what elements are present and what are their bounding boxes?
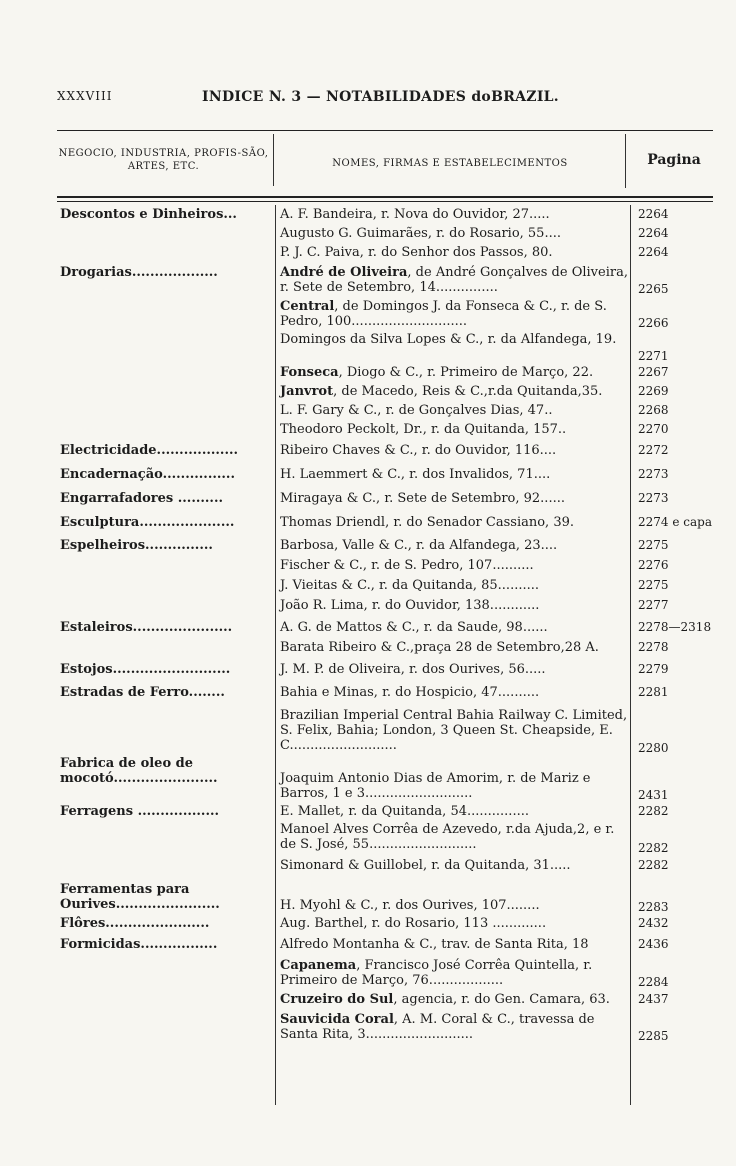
category-label: Formicidas................. bbox=[60, 937, 218, 952]
table-row bbox=[0, 916, 736, 937]
entry-name: H. Laemmert & C., r. dos Invalidos, 71.... bbox=[280, 467, 551, 482]
entry-name: Bahia e Minas, r. do Hospicio, 47.......... bbox=[280, 685, 540, 700]
page-ref: 2269 bbox=[638, 384, 669, 398]
page-ref: 2281 bbox=[638, 685, 669, 699]
table-row bbox=[0, 662, 736, 685]
table-row bbox=[0, 756, 736, 804]
header-rule bbox=[57, 196, 713, 198]
category-label: Drogarias................... bbox=[60, 265, 218, 280]
entry-name: Theodoro Peckolt, Dr., r. da Quitanda, 157.. bbox=[280, 422, 567, 437]
page-ref: 2280 bbox=[638, 741, 669, 755]
table-row bbox=[0, 226, 736, 245]
page-ref: 2285 bbox=[638, 1029, 669, 1043]
page-ref: 2267 bbox=[638, 365, 669, 379]
entry-name: Joaquim Antonio Dias de Amorim, r. de Mariz e Barros, 1 e 3.......................... bbox=[280, 771, 591, 801]
entry-name: Central, de Domingos J. da Fonseca & C., r. de S. Pedro, 100............................ bbox=[280, 299, 607, 329]
table-row bbox=[0, 299, 736, 332]
index-table bbox=[0, 207, 736, 1046]
table-row bbox=[0, 365, 736, 384]
table-row bbox=[0, 332, 736, 365]
entry-name: Domingos da Silva Lopes & C., r. da Alfandega, 19. bbox=[280, 332, 617, 347]
category-label: Espelheiros............... bbox=[60, 538, 213, 553]
page-ref: 2282 bbox=[638, 858, 669, 872]
page-ref: 2282 bbox=[638, 841, 669, 855]
page-ref: 2274 e capa bbox=[638, 515, 712, 529]
table-row bbox=[0, 422, 736, 443]
page-ref: 2279 bbox=[638, 662, 669, 676]
page-ref: 2277 bbox=[638, 598, 669, 612]
table-row bbox=[0, 245, 736, 265]
entry-name: L. F. Gary & C., r. de Gonçalves Dias, 47.. bbox=[280, 403, 553, 418]
page-ref: 2278—2318 bbox=[638, 620, 712, 634]
page-ref: 2284 bbox=[638, 975, 669, 989]
column-header-category: NEGOCIO, INDUSTRIA, PROFIS-SÃO, ARTES, ETC. bbox=[58, 148, 269, 172]
entry-name: H. Myohl & C., r. dos Ourives, 107........ bbox=[280, 898, 540, 913]
page-ref: 2272 bbox=[638, 443, 669, 457]
table-row bbox=[0, 882, 736, 916]
entry-name: Janvrot, de Macedo, Reis & C.,r.da Quitanda,35. bbox=[280, 384, 603, 399]
table-row bbox=[0, 685, 736, 708]
table-row bbox=[0, 467, 736, 491]
category-label: Fabrica de oleo de mocotó....................... bbox=[60, 756, 218, 786]
running-header bbox=[57, 89, 687, 109]
entry-name: Augusto G. Guimarães, r. do Rosario, 55.... bbox=[280, 226, 561, 241]
page-ref: 2283 bbox=[638, 900, 669, 914]
entry-name: Manoel Alves Corrêa de Azevedo, r.da Ajuda,2, e r. de S. José, 55.......................... bbox=[280, 822, 615, 852]
category-label: Engarrafadores .......... bbox=[60, 491, 223, 506]
table-row bbox=[0, 384, 736, 403]
entry-name: E. Mallet, r. da Quitanda, 54............... bbox=[280, 804, 529, 819]
entry-name: Fonseca, Diogo & C., r. Primeiro de Março, 22. bbox=[280, 365, 594, 380]
table-row bbox=[0, 858, 736, 882]
page-ref: 2265 bbox=[638, 282, 669, 296]
table-row bbox=[0, 558, 736, 578]
entry-name: Barata Ribeiro & C.,praça 28 de Setembro,28 A. bbox=[280, 640, 599, 655]
table-row bbox=[0, 937, 736, 958]
table-row bbox=[0, 992, 736, 1012]
page-ref: 2264 bbox=[638, 207, 669, 221]
category-label: Descontos e Dinheiros... bbox=[60, 207, 237, 222]
top-rule bbox=[57, 130, 713, 131]
page-ref: 2278 bbox=[638, 640, 669, 654]
page-ref: 2268 bbox=[638, 403, 669, 417]
table-row bbox=[0, 403, 736, 422]
category-label: Ferramentas para Ourives....................... bbox=[60, 882, 220, 912]
page-number: XXXVIII bbox=[57, 89, 113, 103]
table-row bbox=[0, 491, 736, 515]
page-ref: 2276 bbox=[638, 558, 669, 572]
category-label: Estaleiros...................... bbox=[60, 620, 233, 635]
entry-name: J. M. P. de Oliveira, r. dos Ourives, 56..... bbox=[280, 662, 546, 677]
header-rule bbox=[57, 201, 713, 202]
column-header-names: NOMES, FIRMAS E ESTABELECIMENTOS bbox=[332, 158, 568, 169]
page-ref: 2266 bbox=[638, 316, 669, 330]
entry-name: Aug. Barthel, r. do Rosario, 113 ............. bbox=[280, 916, 547, 931]
table-row bbox=[0, 640, 736, 662]
entry-name: Fischer & C., r. de S. Pedro, 107.......... bbox=[280, 558, 534, 573]
category-label: Estojos.......................... bbox=[60, 662, 231, 677]
page-ref: 2270 bbox=[638, 422, 669, 436]
entry-name: Cruzeiro do Sul, agencia, r. do Gen. Camara, 63. bbox=[280, 992, 610, 1007]
column-divider bbox=[273, 134, 274, 186]
page-ref: 2273 bbox=[638, 491, 669, 505]
page-ref: 2431 bbox=[638, 788, 669, 802]
table-row bbox=[0, 804, 736, 822]
page-ref: 2275 bbox=[638, 538, 669, 552]
entry-name: J. Vieitas & C., r. da Quitanda, 85.......... bbox=[280, 578, 539, 593]
entry-name: A. G. de Mattos & C., r. da Saude, 98...... bbox=[280, 620, 548, 635]
table-row bbox=[0, 598, 736, 620]
entry-name: Brazilian Imperial Central Bahia Railway C. Limited, S. Felix, Bahia; London, 3 Queen St. Cheapside, E. C.......................... bbox=[280, 708, 628, 753]
column-divider bbox=[625, 134, 626, 188]
category-label: Ferragens .................. bbox=[60, 804, 220, 819]
table-row bbox=[0, 620, 736, 640]
entry-name: Simonard & Guillobel, r. da Quitanda, 31..... bbox=[280, 858, 571, 873]
category-label: Encadernação................ bbox=[60, 467, 235, 482]
entry-name: P. J. C. Paiva, r. do Senhor dos Passos, 80. bbox=[280, 245, 553, 260]
table-row bbox=[0, 1012, 736, 1046]
page-ref: 2273 bbox=[638, 467, 669, 481]
page-ref: 2264 bbox=[638, 245, 669, 259]
category-label: Esculptura..................... bbox=[60, 515, 235, 530]
table-row bbox=[0, 265, 736, 299]
entry-name: Capanema, Francisco José Corrêa Quintella, r. Primeiro de Março, 76.................. bbox=[280, 958, 593, 988]
entry-name: Ribeiro Chaves & C., r. do Ouvidor, 116.... bbox=[280, 443, 557, 458]
table-row bbox=[0, 958, 736, 992]
entry-name: A. F. Bandeira, r. Nova do Ouvidor, 27..... bbox=[280, 207, 550, 222]
category-label: Estradas de Ferro........ bbox=[60, 685, 225, 700]
column-header-page: Pagina bbox=[647, 152, 701, 168]
table-row bbox=[0, 708, 736, 756]
entry-name: Thomas Driendl, r. do Senador Cassiano, 39. bbox=[280, 515, 574, 530]
page-ref: 2437 bbox=[638, 992, 669, 1006]
category-label: Flôres....................... bbox=[60, 916, 210, 931]
entry-name: Miragaya & C., r. Sete de Setembro, 92...... bbox=[280, 491, 565, 506]
table-row bbox=[0, 515, 736, 538]
table-row bbox=[0, 578, 736, 598]
entry-name: Alfredo Montanha & C., trav. de Santa Rita, 18 bbox=[280, 937, 589, 952]
entry-name: André de Oliveira, de André Gonçalves de Oliveira, r. Sete de Setembro, 14............... bbox=[280, 265, 628, 295]
page-ref: 2264 bbox=[638, 226, 669, 240]
page-ref: 2271 bbox=[638, 349, 669, 363]
page-ref: 2432 bbox=[638, 916, 669, 930]
table-row bbox=[0, 443, 736, 467]
entry-name: Barbosa, Valle & C., r. da Alfandega, 23.... bbox=[280, 538, 558, 553]
page-ref: 2282 bbox=[638, 804, 669, 818]
page-ref: 2275 bbox=[638, 578, 669, 592]
table-row bbox=[0, 207, 736, 226]
page-ref: 2436 bbox=[638, 937, 669, 951]
table-row bbox=[0, 538, 736, 558]
entry-name: Sauvicida Coral, A. M. Coral & C., travessa de Santa Rita, 3.......................... bbox=[280, 1012, 595, 1042]
category-label: Electricidade.................. bbox=[60, 443, 239, 458]
table-row bbox=[0, 822, 736, 858]
page-title: INDICE N. 3 — NOTABILIDADES doBRAZIL. bbox=[202, 89, 559, 105]
entry-name: João R. Lima, r. do Ouvidor, 138............ bbox=[280, 598, 540, 613]
